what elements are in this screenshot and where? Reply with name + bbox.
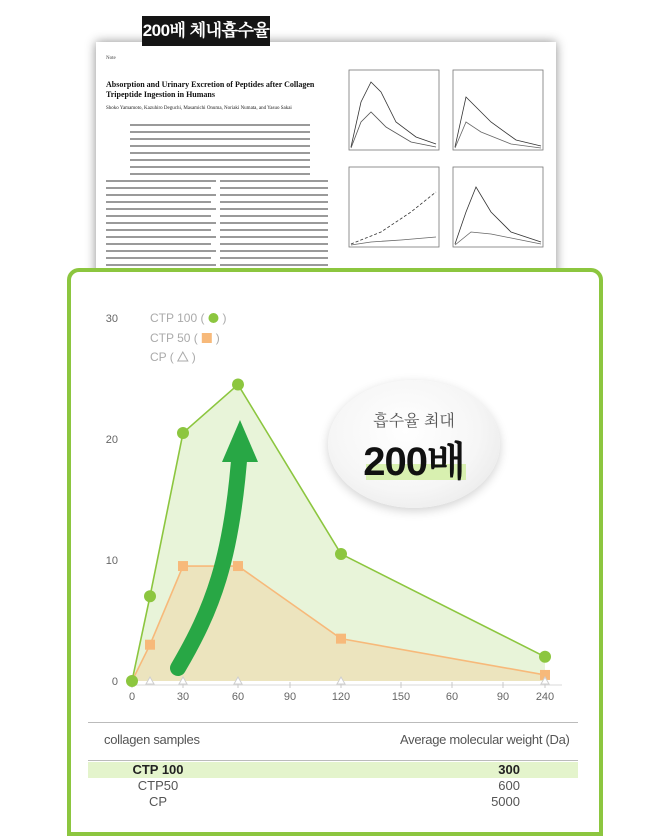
- table-top-rule: [88, 722, 578, 723]
- legend-item-0: [150, 311, 226, 325]
- callout-main: 200배: [363, 440, 465, 484]
- sample-name: CP: [148, 794, 168, 809]
- x-tick-label: 150: [391, 691, 411, 703]
- table-row: [88, 762, 578, 778]
- y-tick-label: 10: [105, 555, 118, 567]
- molecular-weight-value: 600: [498, 778, 520, 793]
- x-tick-label: 120: [331, 691, 351, 703]
- legend-marker: [202, 333, 212, 343]
- ctp100-point: [126, 675, 138, 687]
- ctp100-point: [232, 379, 244, 391]
- paper-header: Note: [106, 56, 116, 61]
- x-axis: [129, 682, 562, 703]
- x-tick-label: 90: [283, 691, 297, 703]
- ctp50-point: [178, 561, 188, 571]
- ctp50-point: [233, 561, 243, 571]
- ctp100-point: [144, 590, 156, 602]
- table-header-rule: [88, 760, 578, 761]
- callout-subtitle: 흡수율 최대: [373, 413, 455, 430]
- sample-name: CTP 100: [132, 762, 184, 777]
- y-axis: [106, 313, 118, 688]
- legend-label: CP (: [150, 350, 174, 364]
- x-tick-label: 30: [176, 691, 190, 703]
- molecular-weight-value: 300: [498, 762, 520, 777]
- molecular-weight-value: 5000: [491, 794, 520, 809]
- table-header-molecular-weight: Average molecular weight (Da): [400, 732, 570, 747]
- x-tick-label: 60: [445, 691, 459, 703]
- legend-close: ): [191, 350, 196, 364]
- table-header-samples: collagen samples: [104, 732, 200, 747]
- legend-close: ): [222, 311, 227, 325]
- ctp100-point: [335, 548, 347, 560]
- y-tick-label: 30: [105, 313, 118, 325]
- x-tick-label: 240: [535, 691, 555, 703]
- y-tick-label: 0: [111, 676, 118, 688]
- x-tick-label: 60: [231, 691, 245, 703]
- banner-title: 200배 체내흡수율: [142, 16, 270, 46]
- table-row: [88, 778, 578, 794]
- legend-label: CTP 100 (: [150, 311, 205, 325]
- ctp50-point: [336, 634, 346, 644]
- x-tick-label: 0: [128, 691, 136, 703]
- legend-item-1: [150, 331, 220, 345]
- ctp100-point: [539, 651, 551, 663]
- legend-marker: [178, 352, 188, 361]
- paper-title: Absorption and Urinary Excretion of Peptides after Collagen Tripeptide Ingestion in Humans: [106, 80, 315, 99]
- max-absorption-callout: [328, 380, 500, 508]
- sample-name: CTP50: [137, 778, 179, 793]
- paper-authors: Shoko Yamamoto, Kazuhiro Deguchi, Masamichi Onuma, Noriaki Numata, and Yasuo Sakai: [106, 106, 292, 111]
- legend-close: ): [215, 331, 220, 345]
- legend-label: CTP 50 (: [150, 331, 198, 345]
- chart-legend: [150, 311, 226, 364]
- legend-item-2: [150, 350, 196, 364]
- legend-marker: [208, 313, 218, 323]
- table-row: [88, 794, 578, 810]
- x-tick-label: 90: [496, 691, 510, 703]
- ctp100-point: [177, 427, 189, 439]
- y-tick-label: 20: [105, 434, 118, 446]
- ctp50-point: [145, 640, 155, 650]
